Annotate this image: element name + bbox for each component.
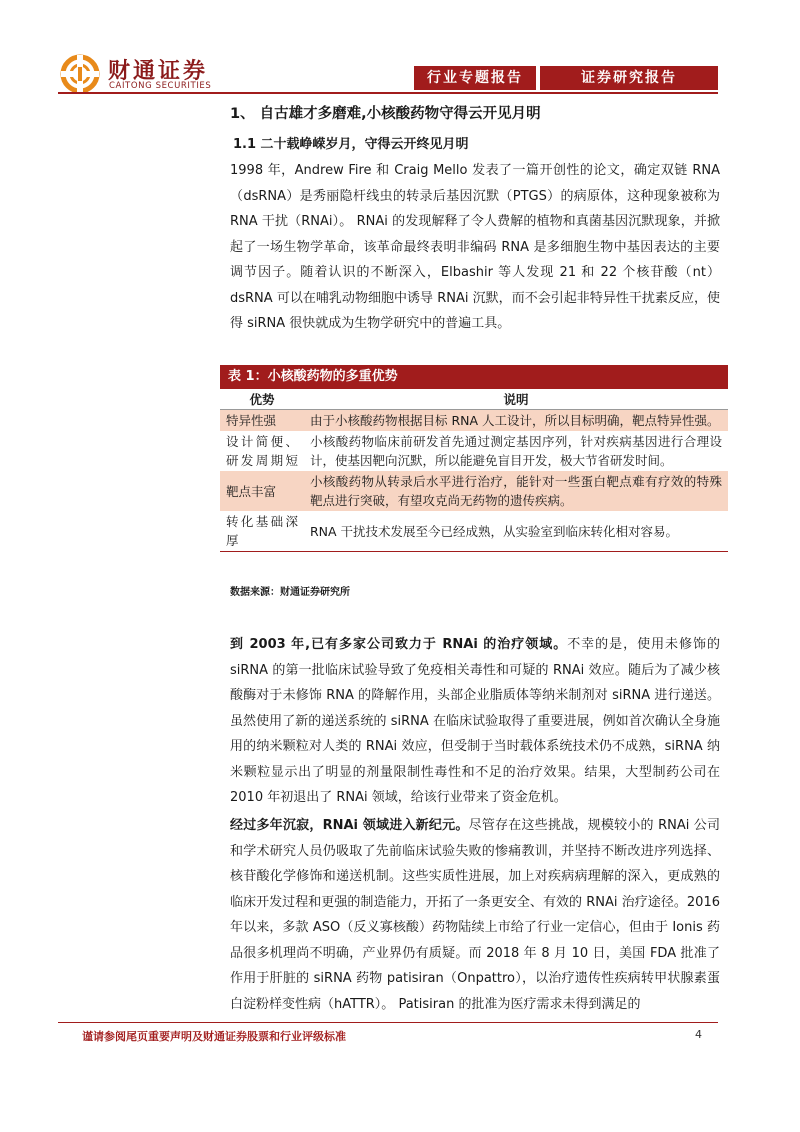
paragraph-lead: 经过多年沉寂，RNAi 领域进入新纪元。 [230,818,469,833]
description-cell: RNA 干扰技术发展至今已经成熟，从实验室到临床转化相对容易。 [310,523,679,539]
paragraph-lead: 到 2003 年,已有多家公司致力于 RNAi 的治疗领域。 [230,637,568,652]
advantage-cell: 靶点丰富 [220,471,304,511]
advantage-cell: 特异性强 [220,410,304,432]
logo-text-en: CAITONG SECURITIES [109,81,212,91]
disclaimer-note: 谨请参阅尾页重要声明及财通证券股票和行业评级标准 [82,1030,346,1043]
page-number: 4 [695,1028,702,1041]
footer-rule [58,1022,718,1023]
description-cell: 小核酸药物临床前研发首先通过测定基因序列，针对疾病基因进行合理设计，使基因靶向沉默，所以能避免盲目开发，极大节省研发时间。 [310,434,722,468]
column-header-advantage: 优势 [249,391,275,407]
table-header-row [220,389,728,410]
logo-text-cn: 财通证券 [108,59,209,84]
table-row [220,410,728,432]
advantage-cell: 设计简便、研发周期短 [226,434,298,468]
caitong-logo-icon [58,52,102,96]
table-row [220,431,728,471]
research-report-tab: 证券研究报告 [540,66,718,90]
section-heading: 1、 自古雄才多磨难,小核酸药物守得云开见月明 [230,106,541,122]
description-cell: 小核酸药物从转录后水平进行治疗，能针对一些蛋白靶点难有疗效的特殊靶点进行突破，有望攻克尚无药物的遗传疾病。 [304,471,728,511]
company-logo [58,52,228,96]
table-row [220,511,728,552]
header-rule [58,92,718,94]
paragraph-body: 尽管存在这些挑战，规模较小的 RNAi 公司和学术研究人员仍吸取了先前临床试验失败的惨痛教训，并坚持不断改进序列选择、核苷酸化学修饰和递送机制。这些实质性进展，加上对疾病病理解的深入，更成熟的临床开发过程和更强的制造能力，开拓了一条更安全、有效的 RNAi 治疗途径。2016 年以来，多款 ASO（反义寡核酸）药物陆续上市给了行业一定信心，但由于 Ionis 药品很多机理尚不明确，产业界仍有质疑。而 2018 年 8 月 10 日，美国 FDA 批准了作用于肝脏的 siRNA 药物 patisiran（Onpattro），以治疗遗传性疾病转甲状腺素蛋白淀粉样变性病（hATTR）。 Patisiran 的批准为医疗需求未得到满足的 [230,818,721,1012]
advantage-cell: 转化基础深厚 [226,514,298,548]
column-header-description: 说明 [503,391,529,407]
paragraph-body: 不幸的是，使用未修饰的 siRNA 的第一批临床试验导致了免疫相关毒性和可疑的 RNAi 效应。随后为了减少核酸酶对于未修饰 RNA 的降解作用，头部企业脂质体等纳米制剂对 siRNA 进行递送。虽然使用了新的递送系统的 siRNA 在临床试验取得了重要进展，例如首次确认全身施用的纳米颗粒对人类的 RNAi 效应，但受制于当时载体系统技术仍不成熟，siRNA 纳米颗粒显示出了明显的剂量限制性毒性和不足的治疗效果。结果，大型制药公司在 2010 年初退出了 RNAi 领域，给该行业带来了资金危机。 [230,637,720,805]
paragraph-2003 [230,632,720,811]
description-cell: 由于小核酸药物根据目标 RNA 人工设计，所以目标明确，靶点特异性强。 [304,410,728,432]
table-caption: 表 1：小核酸药物的多重优势 [220,365,728,389]
advantages-table [220,389,728,552]
table-source: 数据来源：财通证券研究所 [230,587,350,598]
paragraph-new-era [230,813,720,1017]
table-row [220,471,728,511]
subsection-heading: 1.1 二十载峥嵘岁月，守得云开终见月明 [233,137,469,152]
paragraph-history: 1998 年，Andrew Fire 和 Craig Mello 发表了一篇开创性的论文，确定双链 RNA（dsRNA）是秀丽隐杆线虫的转录后基因沉默（PTGS）的病原体，这种现象被称为 RNA 干扰（RNAi）。 RNAi 的发现解释了令人费解的植物和真菌基因沉默现象，并掀起了一场生物学革命，该革命最终表明非编码 RNA 是多细胞生物中基因表达的主要调节因子。随着认识的不断深入，Elbashir 等人发现 21 和 22 个核苷酸（nt）dsRNA 可以在哺乳动物细胞中诱导 RNAi 沉默，而不会引起非特异性干扰素反应，使得 siRNA 很快就成为生物学研究中的普遍工具。 [230,163,720,331]
industry-report-tab: 行业专题报告 [414,66,536,90]
